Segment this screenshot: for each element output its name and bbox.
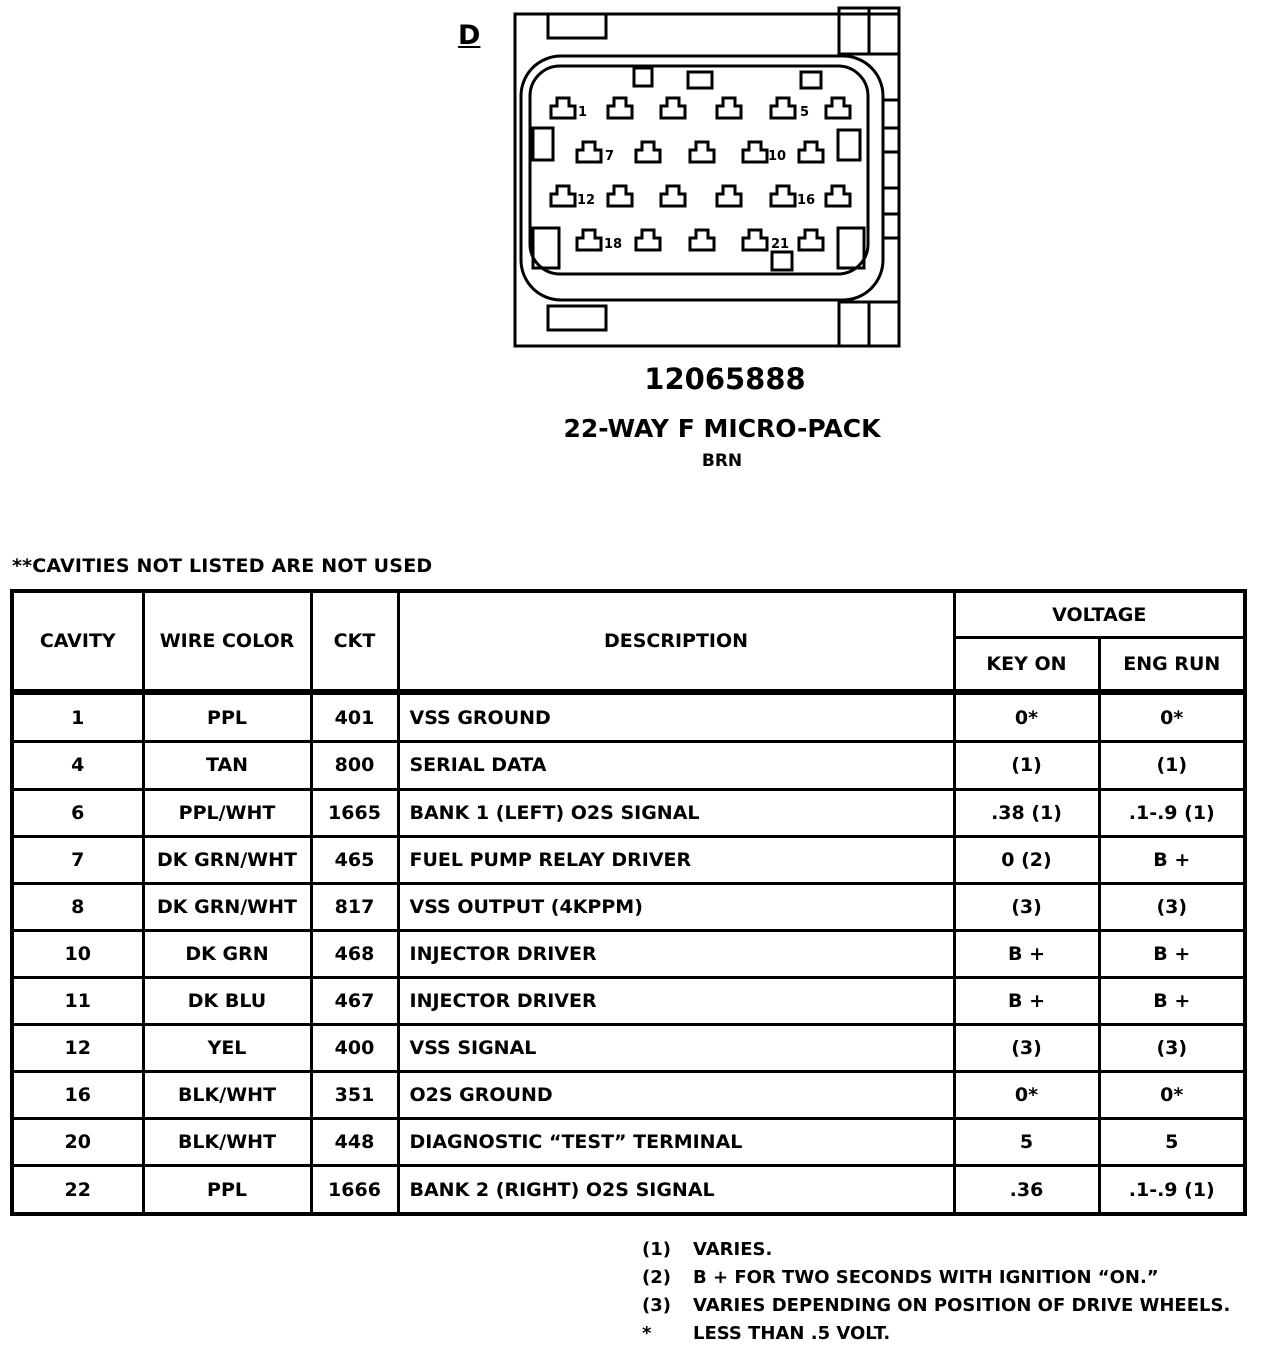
- cell-ckt: 817: [311, 883, 398, 930]
- terminal-1: [551, 98, 575, 118]
- cell-description: VSS OUTPUT (4KPPM): [398, 883, 954, 930]
- header-ckt: CKT: [311, 591, 398, 692]
- cell-wire-color: DK GRN/WHT: [143, 836, 311, 883]
- cell-description: VSS SIGNAL: [398, 1025, 954, 1072]
- cell-description: SERIAL DATA: [398, 742, 954, 789]
- terminal-22: [799, 230, 823, 250]
- footnote-mark: (1): [642, 1239, 671, 1260]
- cell-eng-run: .1-.9 (1): [1099, 789, 1245, 836]
- cell-wire-color: BLK/WHT: [143, 1072, 311, 1119]
- cell-ckt: 800: [311, 742, 398, 789]
- cell-ckt: 468: [311, 930, 398, 977]
- cell-ckt: 400: [311, 1025, 398, 1072]
- terminal-4: [717, 98, 741, 118]
- table-row: [12, 1119, 1245, 1166]
- tab-bottom: [548, 306, 606, 330]
- header-voltage: VOLTAGE: [954, 591, 1245, 638]
- terminal-19: [636, 230, 660, 250]
- footnote: [642, 1292, 1230, 1320]
- cell-eng-run: 0*: [1099, 692, 1245, 742]
- cell-ckt: 1665: [311, 789, 398, 836]
- cell-wire-color: DK GRN/WHT: [143, 883, 311, 930]
- cell-description: O2S GROUND: [398, 1072, 954, 1119]
- header-wire-color: WIRE COLOR: [143, 591, 311, 692]
- cavity-num-1: 1: [578, 105, 588, 120]
- terminal-16: [771, 186, 795, 206]
- terminal-11: [799, 142, 823, 162]
- connector-housing: [515, 14, 899, 346]
- cell-eng-run: .1-.9 (1): [1099, 1166, 1245, 1214]
- terminal-6: [826, 98, 850, 118]
- cavity-num-16: 16: [797, 193, 816, 208]
- cavity-num-18: 18: [604, 237, 623, 252]
- cell-cavity: 12: [12, 1025, 143, 1072]
- terminal-7: [577, 142, 601, 162]
- cell-description: DIAGNOSTIC “TEST” TERMINAL: [398, 1119, 954, 1166]
- connector-name: 22-WAY F MICRO-PACK: [563, 414, 881, 443]
- footnote: [642, 1320, 1230, 1348]
- table-row: [12, 1072, 1245, 1119]
- table-row: [12, 1166, 1245, 1214]
- table-row: [12, 930, 1245, 977]
- connector-label: D: [458, 20, 481, 51]
- table-row: [12, 692, 1245, 742]
- cell-wire-color: BLK/WHT: [143, 1119, 311, 1166]
- cell-eng-run: B +: [1099, 977, 1245, 1024]
- cell-description: VSS GROUND: [398, 692, 954, 742]
- table-row: [12, 836, 1245, 883]
- footnote-mark: (3): [642, 1295, 671, 1316]
- table-row: [12, 977, 1245, 1024]
- cell-cavity: 7: [12, 836, 143, 883]
- cell-wire-color: PPL/WHT: [143, 789, 311, 836]
- header-eng-run: ENG RUN: [1099, 638, 1245, 693]
- footnote: [642, 1264, 1230, 1292]
- cell-cavity: 8: [12, 883, 143, 930]
- cavity-num-12: 12: [577, 193, 596, 208]
- terminal-12: [551, 186, 575, 206]
- cell-cavity: 1: [12, 692, 143, 742]
- cell-wire-color: PPL: [143, 692, 311, 742]
- footnote-text: VARIES DEPENDING ON POSITION OF DRIVE WHEELS.: [693, 1295, 1231, 1316]
- cell-eng-run: 0*: [1099, 1072, 1245, 1119]
- cell-eng-run: (3): [1099, 883, 1245, 930]
- table-row: [12, 742, 1245, 789]
- terminal-18: [577, 230, 601, 250]
- cavity-num-5: 5: [800, 105, 810, 120]
- part-number: 12065888: [644, 362, 806, 396]
- terminal-13: [608, 186, 632, 206]
- footnote-text: B + FOR TWO SECONDS WITH IGNITION “ON.”: [693, 1267, 1159, 1288]
- cell-wire-color: TAN: [143, 742, 311, 789]
- cell-key-on: B +: [954, 930, 1099, 977]
- cell-eng-run: B +: [1099, 836, 1245, 883]
- footnote-mark: *: [642, 1323, 652, 1344]
- cell-key-on: (1): [954, 742, 1099, 789]
- cell-cavity: 11: [12, 977, 143, 1024]
- connector-color: BRN: [701, 451, 743, 471]
- cell-key-on: 0 (2): [954, 836, 1099, 883]
- footnotes: [642, 1236, 1230, 1348]
- cell-ckt: 465: [311, 836, 398, 883]
- terminal-8: [636, 142, 660, 162]
- cell-cavity: 10: [12, 930, 143, 977]
- terminal-3: [661, 98, 685, 118]
- terminal-17: [826, 186, 850, 206]
- footnote-mark: (2): [642, 1267, 671, 1288]
- cell-ckt: 401: [311, 692, 398, 742]
- cell-description: INJECTOR DRIVER: [398, 930, 954, 977]
- cavity-num-21: 21: [771, 237, 790, 252]
- cell-eng-run: (3): [1099, 1025, 1245, 1072]
- cell-ckt: 1666: [311, 1166, 398, 1214]
- cavity-num-7: 7: [605, 149, 615, 164]
- terminal-9: [690, 142, 714, 162]
- header-key-on: KEY ON: [954, 638, 1099, 693]
- cell-cavity: 20: [12, 1119, 143, 1166]
- cell-key-on: (3): [954, 883, 1099, 930]
- terminal-20: [690, 230, 714, 250]
- table-row: [12, 789, 1245, 836]
- cell-ckt: 351: [311, 1072, 398, 1119]
- table-row: [12, 1025, 1245, 1072]
- pinout-table: [10, 589, 1247, 1216]
- cavity-num-10: 10: [768, 149, 787, 164]
- seal-inner: [530, 66, 868, 274]
- connector-diagram: [0, 0, 1264, 360]
- cell-wire-color: DK BLU: [143, 977, 311, 1024]
- terminal-10: [743, 142, 767, 162]
- header-description: DESCRIPTION: [398, 591, 954, 692]
- cell-key-on: .38 (1): [954, 789, 1099, 836]
- cell-cavity: 6: [12, 789, 143, 836]
- cell-wire-color: YEL: [143, 1025, 311, 1072]
- terminal-5: [771, 98, 795, 118]
- cell-key-on: B +: [954, 977, 1099, 1024]
- cell-eng-run: 5: [1099, 1119, 1245, 1166]
- terminal-14: [661, 186, 685, 206]
- cell-key-on: .36: [954, 1166, 1099, 1214]
- cell-key-on: 5: [954, 1119, 1099, 1166]
- cell-key-on: (3): [954, 1025, 1099, 1072]
- cell-eng-run: B +: [1099, 930, 1245, 977]
- footnote-text: LESS THAN .5 VOLT.: [693, 1323, 891, 1344]
- cell-description: BANK 1 (LEFT) O2S SIGNAL: [398, 789, 954, 836]
- cell-description: FUEL PUMP RELAY DRIVER: [398, 836, 954, 883]
- cell-description: BANK 2 (RIGHT) O2S SIGNAL: [398, 1166, 954, 1214]
- terminal-15: [717, 186, 741, 206]
- header-cavity: CAVITY: [12, 591, 143, 692]
- unused-cavities-note: **CAVITIES NOT LISTED ARE NOT USED: [12, 555, 433, 577]
- cell-cavity: 4: [12, 742, 143, 789]
- cell-wire-color: PPL: [143, 1166, 311, 1214]
- cell-description: INJECTOR DRIVER: [398, 977, 954, 1024]
- cell-key-on: 0*: [954, 692, 1099, 742]
- cell-eng-run: (1): [1099, 742, 1245, 789]
- cell-cavity: 16: [12, 1072, 143, 1119]
- tab-top: [548, 14, 606, 38]
- terminal-2: [608, 98, 632, 118]
- cell-ckt: 467: [311, 977, 398, 1024]
- terminal-21: [743, 230, 767, 250]
- cell-ckt: 448: [311, 1119, 398, 1166]
- cell-cavity: 22: [12, 1166, 143, 1214]
- cell-key-on: 0*: [954, 1072, 1099, 1119]
- cell-wire-color: DK GRN: [143, 930, 311, 977]
- footnote-text: VARIES.: [693, 1239, 773, 1260]
- seal-outer: [521, 56, 883, 300]
- table-row: [12, 883, 1245, 930]
- footnote: [642, 1236, 1230, 1264]
